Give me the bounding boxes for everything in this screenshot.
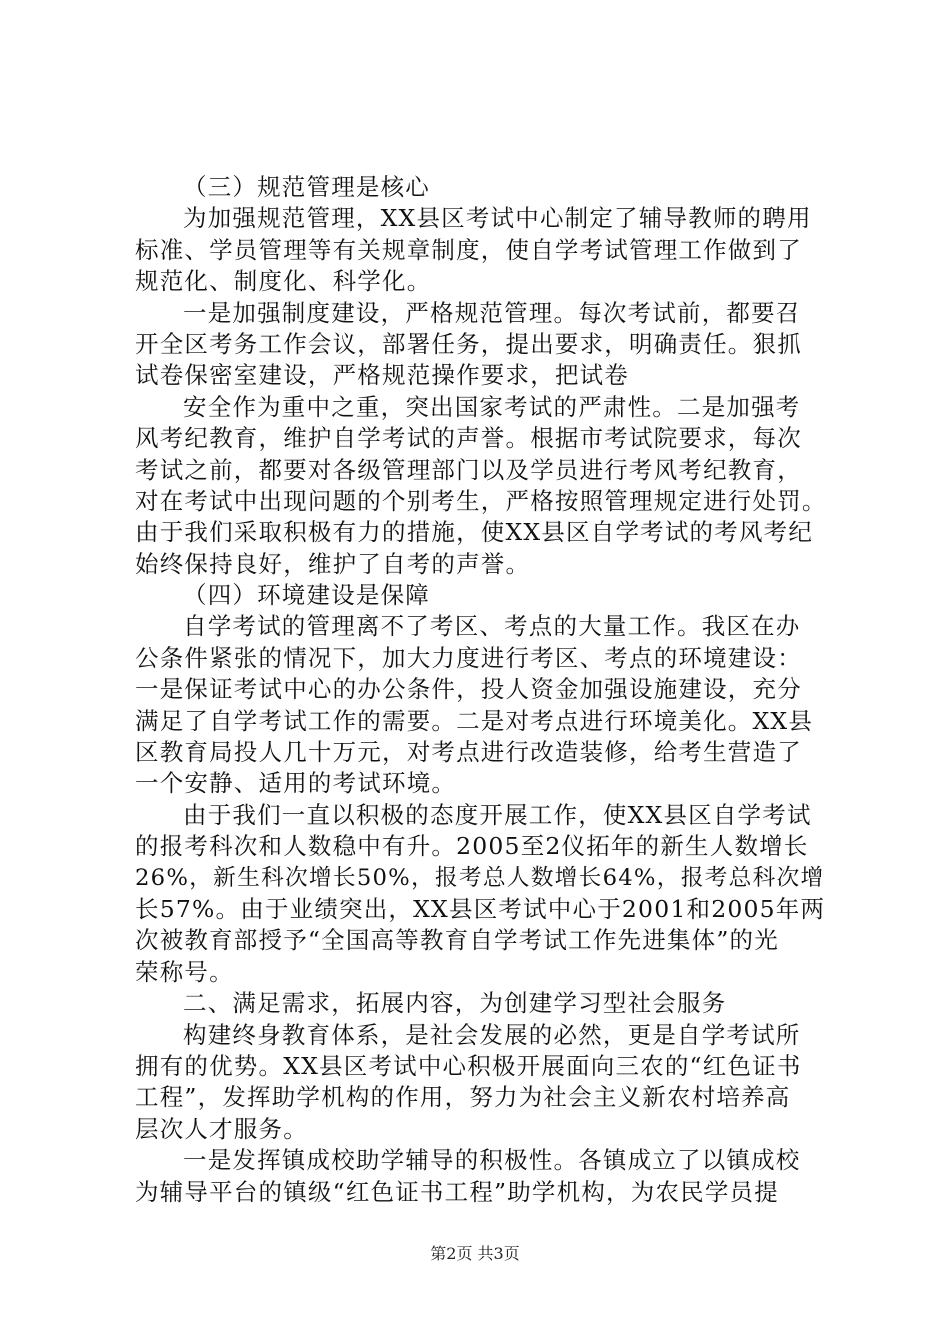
paragraph-line: 开全区考务工作会议，部署任务，提出要求，明确责任。狠抓 [135, 329, 802, 358]
paragraph-line: 层次人才服务。 [135, 1114, 308, 1143]
section-heading: （四）环境建设是保障 [183, 581, 430, 610]
paragraph-line: 构建终身教育体系，是社会发展的必然，更是自学考试所 [183, 1020, 801, 1049]
paragraph-line: 对在考试中出现问题的个别考生，严格按照管理规定进行处罚。 [135, 486, 827, 515]
paragraph-line: 标准、学员管理等有关规章制度，使自学考试管理工作做到了 [135, 235, 802, 264]
paragraph-line: 区教育局投人几十万元，对考点进行改造装修，给考生营造了 [135, 738, 802, 767]
paragraph-line: 试卷保密室建设，严格规范操作要求，把试卷 [135, 361, 629, 390]
paragraph-line: 为辅导平台的镇级“红色证书工程”助学机构，为农民学员提 [135, 1177, 779, 1206]
section-heading: 二、满足需求，拓展内容，为创建学习型社会服务 [183, 989, 727, 1018]
paragraph-line: 由于我们采取积极有力的措施，使XX县区自学考试的考风考纪 [135, 518, 814, 547]
document-body [135, 172, 830, 1208]
paragraph-line: 自学考试的管理离不了考区、考点的大量工作。我区在办 [183, 612, 801, 641]
paragraph-line: 的报考科次和人数稳中有升。2005至2仪拓年的新生人数增长 [135, 832, 809, 861]
page-number-footer: 第2页 共3页 [430, 1244, 520, 1263]
paragraph-line: 次被教育部授予“全国高等教育自学考试工作先进集体”的光 [135, 926, 779, 955]
paragraph-line: 考试之前，都要对各级管理部门以及学员进行考风考纪教育， [135, 455, 802, 484]
paragraph-line: 始终保持良好，维护了自考的声誉。 [135, 549, 531, 578]
paragraph-line: 拥有的优势。XX县区考试中心积极开展面向三农的“红色证书 [135, 1051, 802, 1080]
paragraph-line: 公条件紧张的情况下，加大力度进行考区、考点的环境建设： [135, 643, 802, 672]
section-heading: （三）规范管理是核心 [183, 173, 430, 201]
paragraph-line: 工程”，发挥助学机构的作用，努力为社会主义新农村培养高 [135, 1083, 791, 1112]
paragraph-line: 一是发挥镇成校助学辅导的积极性。各镇成立了以镇成校 [183, 1146, 801, 1175]
paragraph-line: 规范化、制度化、科学化。 [135, 267, 432, 296]
paragraph-line: 一是加强制度建设，严格规范管理。每次考试前，都要召 [183, 298, 801, 327]
paragraph-line: 满足了自学考试工作的需要。二是对考点进行环境美化。XX县 [135, 706, 814, 735]
paragraph-line: 一是保证考试中心的办公条件，投人资金加强设施建设，充分 [135, 675, 802, 704]
paragraph-line: 为加强规范管理，XX县区考试中心制定了辅导教师的聘用 [183, 204, 812, 233]
paragraph-line: 风考纪教育，维护自学考试的声誉。根据市考试院要求，每次 [135, 424, 802, 453]
paragraph-line: 由于我们一直以积极的态度开展工作，使XX县区自学考试 [183, 800, 812, 829]
paragraph-line: 一个安静、适用的考试环境。 [135, 769, 457, 798]
paragraph-line: 26%，新生科次增长50%，报考总人数增长64%，报考总科次增 [135, 864, 825, 891]
paragraph-line: 荣称号。 [135, 957, 234, 986]
paragraph-line: 安全作为重中之重，突出国家考试的严肃性。二是加强考 [183, 392, 801, 421]
paragraph-line: 长57%。由于业绩突出，XX县区考试中心于2001和2005年两 [135, 894, 826, 923]
